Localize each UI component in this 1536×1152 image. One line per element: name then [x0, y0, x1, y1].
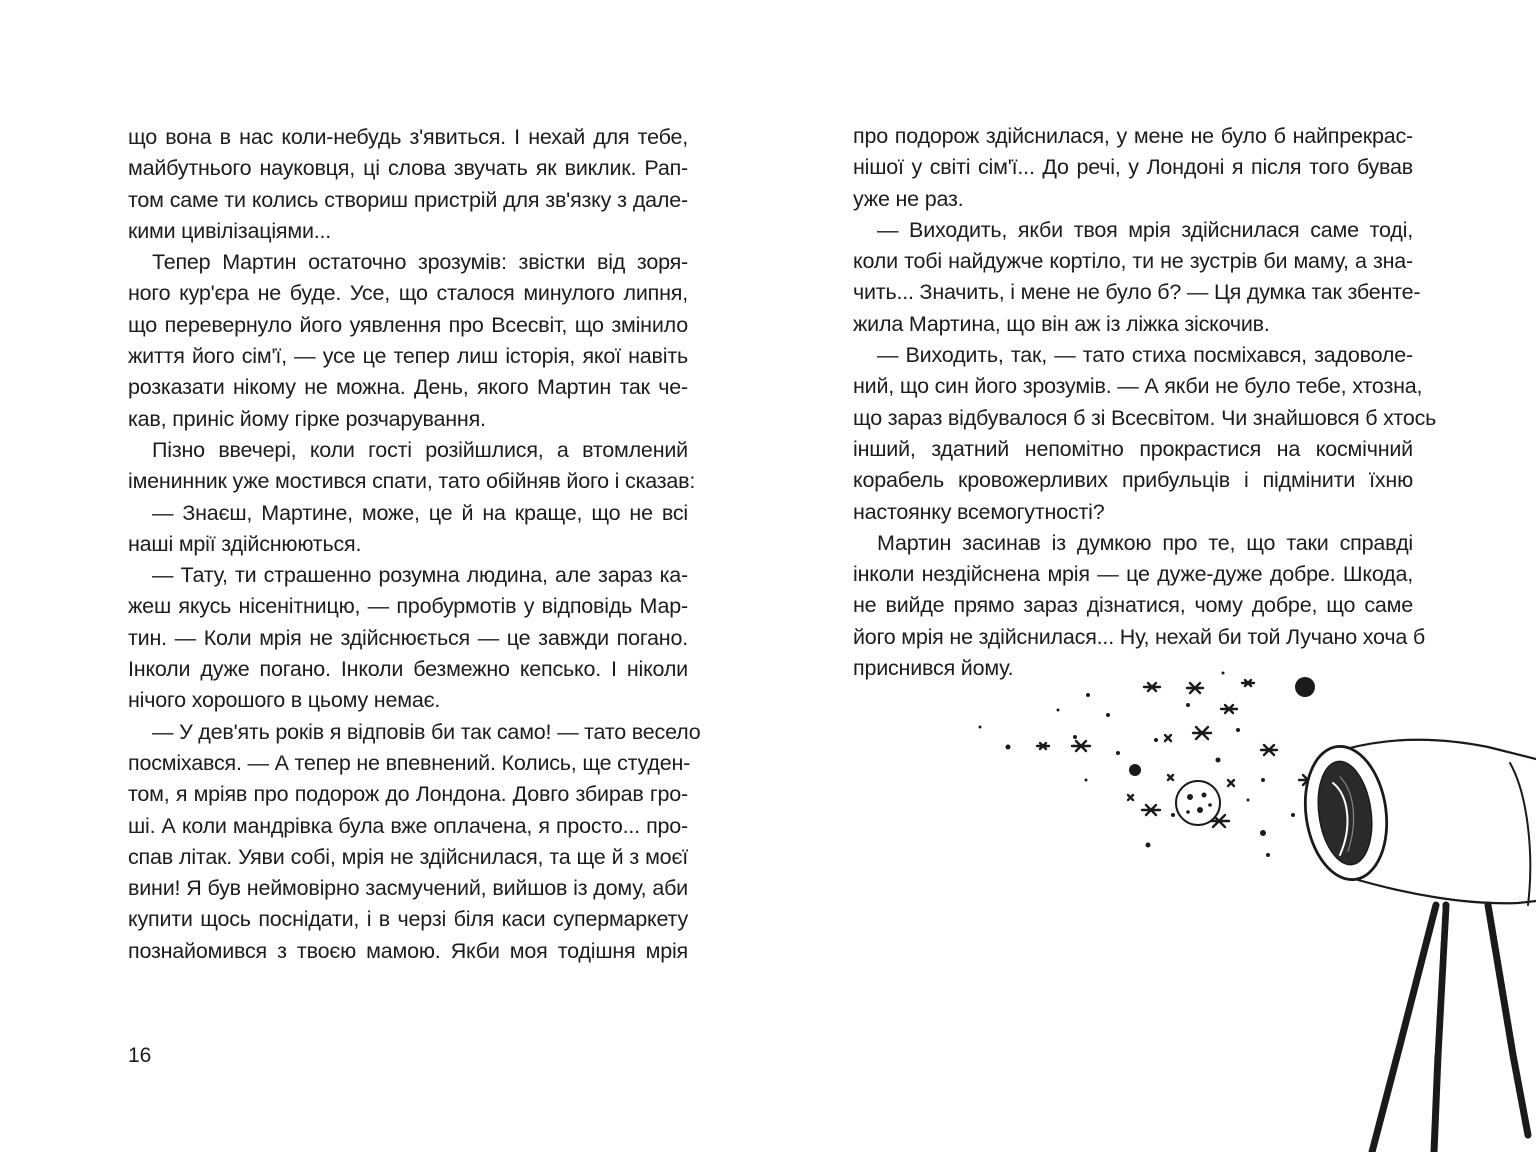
text-line: Тепер Мартин остаточно зрозумів: звістки від зоря- [152, 250, 688, 275]
moon [1176, 781, 1220, 825]
text-line: познайомився з твоєю мамою. Якби моя тодішня мрія [128, 938, 688, 963]
text-line: посміхався. — А тепер не впевнений. Колись, ще студен- [128, 750, 691, 775]
text-line: що зараз відбувалося б зі Всесвітом. Чи знайшовся б хтось [853, 405, 1437, 430]
text-line: не вийде прямо зараз дізнатися, чому добре, що саме [853, 593, 1413, 618]
text-line: що перевернуло його уявлення про Всесвіт, що змінило [128, 312, 688, 337]
text-line: нішої у світі сім'ї... До речі, у Лондоні я після того бував [853, 155, 1413, 180]
text-line: ші. А коли мандрівка була вже оплачена, я просто... про- [128, 813, 688, 838]
text-line: розказати нікому не можна. День, якого Мартин так че- [128, 375, 688, 400]
text-line: інший, здатний непомітно прокрастися на космічний [853, 436, 1413, 461]
right-text-column [853, 121, 1437, 684]
stars-cloud [979, 672, 1316, 858]
text-line: — Виходить, так, — тато стиха посміхався, задоволе- [877, 343, 1413, 368]
text-line: купити щось поснідати, і в черзі біля каси супермаркету [128, 907, 688, 932]
text-line: інколи нездійснена мрія — це дуже-дуже добре. Шкода, [853, 562, 1413, 587]
text-line: ного кур'єра не буде. Усе, що сталося минулого липня, [128, 281, 688, 306]
left-text-column [128, 122, 701, 967]
telescope [1297, 740, 1536, 1152]
text-line: спав літак. Уяви собі, мрія не здійснилася, та ще й з моєї [128, 844, 688, 869]
text-line: уже не раз. [853, 186, 964, 211]
text-line: тин. — Коли мрія не здійснюється — це завжди погано. [128, 625, 688, 650]
text-line: Мартин засинав із думкою про те, що таки справді [877, 530, 1413, 555]
page-number: 16 [128, 1044, 152, 1067]
text-line: чить... Значить, і мене не було б? — Ця думка так збенте- [853, 280, 1421, 305]
telescope-with-stars-icon [968, 655, 1536, 1152]
text-line: наші мрії здійснюються. [128, 531, 362, 556]
text-line: кими цивілізаціями... [128, 218, 332, 243]
text-line: — У дев'ять років я відповів би так само! — тато весело [152, 719, 701, 744]
text-line: життя його сім'ї, — усе це тепер лиш історія, якої навіть [128, 344, 688, 369]
text-line: іменинник уже мостився спати, тато обійняв його і сказав: [128, 469, 696, 494]
text-line: Інколи дуже погано. Інколи безмежно кепсько. І ніколи [128, 657, 688, 682]
text-line: приснився йому. [853, 656, 1014, 681]
text-line: про подорож здійснилася, у мене не було б найпрекрас- [853, 124, 1413, 148]
text-line: корабель кровожерливих прибульців і підмінити їхню [853, 468, 1413, 493]
text-line: що вона в нас коли-небудь з'явиться. І нехай для тебе, [128, 125, 688, 149]
text-line: нічого хорошого в цьому немає. [128, 688, 441, 713]
text-line: вини! Я був неймовірно засмучений, вийшов із дому, аби [128, 876, 688, 901]
text-line: коли тобі найдужче кортіло, ти не зустрів би маму, а зна- [853, 249, 1413, 274]
text-line: майбутнього науковця, ці слова звучать як виклик. Рап- [128, 156, 688, 181]
text-line: жила Мартина, що він аж із ліжка зіскочив. [853, 311, 1270, 336]
text-line: том саме ти колись створиш пристрій для зв'язку з дале- [128, 187, 688, 212]
text-line: ний, що син його зрозумів. — А якби не було тебе, хтозна, [853, 374, 1423, 399]
text-line: його мрія не здійснилася... Ну, нехай би той Лучано хоча б [853, 624, 1425, 649]
text-line: — Знаєш, Мартине, може, це й на краще, що не всі [152, 500, 688, 525]
text-line: жеш якусь нісенітницю, — пробурмотів у відповідь Мар- [128, 594, 688, 619]
text-line: Пізно ввечері, коли гості розійшлися, а втомлений [152, 437, 688, 462]
text-line: том, я мріяв про подорож до Лондона. Довго збирав гро- [128, 782, 688, 807]
text-line: кав, приніс йому гірке розчарування. [128, 406, 486, 431]
text-line: — Виходить, якби твоя мрія здійснилася саме тоді, [877, 217, 1413, 242]
text-line: настоянку всемогутності? [853, 499, 1105, 524]
text-line: — Тату, ти страшенно розумна людина, але зараз ка- [152, 563, 688, 588]
